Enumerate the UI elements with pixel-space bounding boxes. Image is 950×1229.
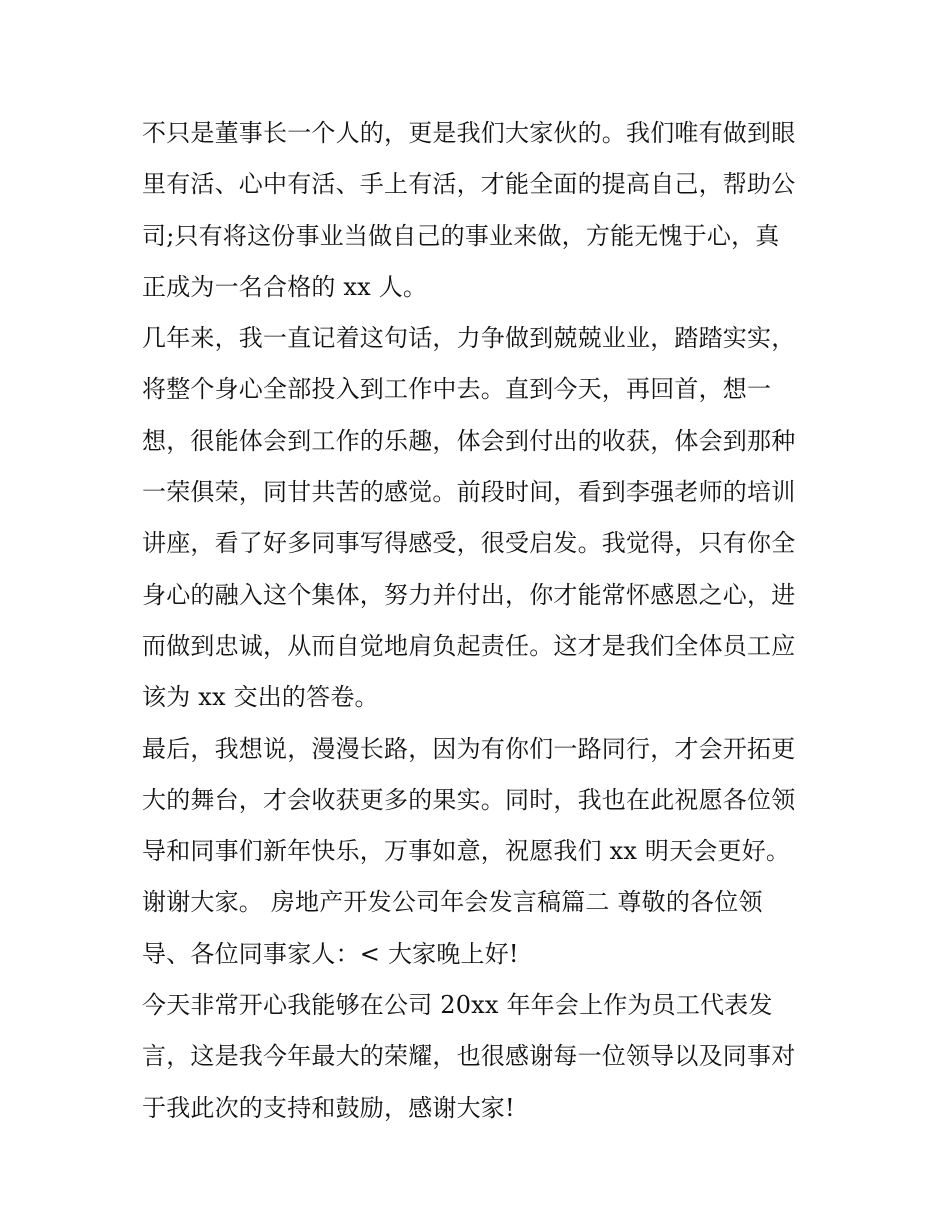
text-line: 讲座，看了好多同事写得感受，很受启发。我觉得，只有你全	[142, 529, 796, 558]
text-line: 不只是董事长一个人的，更是我们大家伙的。我们唯有做到眼	[142, 119, 796, 147]
text-line: 司;只有将这份事业当做自己的事业来做，方能无愧于心，真	[142, 221, 780, 250]
text-line: 言，这是我今年最大的荣耀，也很感谢每一位领导以及同事对	[142, 1042, 796, 1071]
text-line: 今天非常开心我能够在公司 20xx 年年会上作为员工代表发	[142, 991, 773, 1020]
text-line: 最后，我想说，漫漫长路，因为有你们一路同行，才会开拓更	[142, 734, 796, 763]
text-line: 想，很能体会到工作的乐趣，体会到付出的收获，体会到那种	[142, 426, 796, 455]
text-line: 于我此次的支持和鼓励，感谢大家!	[142, 1093, 515, 1122]
text-line: 导、各位同事家人：< 大家晚上好!	[142, 939, 519, 968]
text-line: 谢谢大家。 房地产开发公司年会发言稿篇二 尊敬的各位领	[142, 888, 763, 917]
text-line: 一荣俱荣，同甘共苦的感觉。前段时间，看到李强老师的培训	[142, 478, 796, 507]
text-line: 该为 xx 交出的答卷。	[142, 683, 379, 712]
text-line: 里有活、心中有活、手上有活，才能全面的提高自己，帮助公	[142, 170, 796, 199]
text-line: 大的舞台，才会收获更多的果实。同时，我也在此祝愿各位领	[142, 785, 796, 814]
body-text	[142, 108, 822, 1134]
text-line: 而做到忠诚，从而自觉地肩负起责任。这才是我们全体员工应	[142, 631, 796, 660]
text-line: 身心的融入这个集体，努力并付出，你才能常怀感恩之心，进	[142, 580, 796, 609]
text-line: 正成为一名合格的 xx 人。	[142, 272, 428, 301]
text-line: 几年来，我一直记着这句话，力争做到兢兢业业，踏踏实实，	[142, 324, 796, 353]
text-line: 将整个身心全部投入到工作中去。直到今天，再回首，想一	[142, 375, 772, 404]
text-line: 导和同事们新年快乐，万事如意，祝愿我们 xx 明天会更好。	[142, 837, 791, 866]
